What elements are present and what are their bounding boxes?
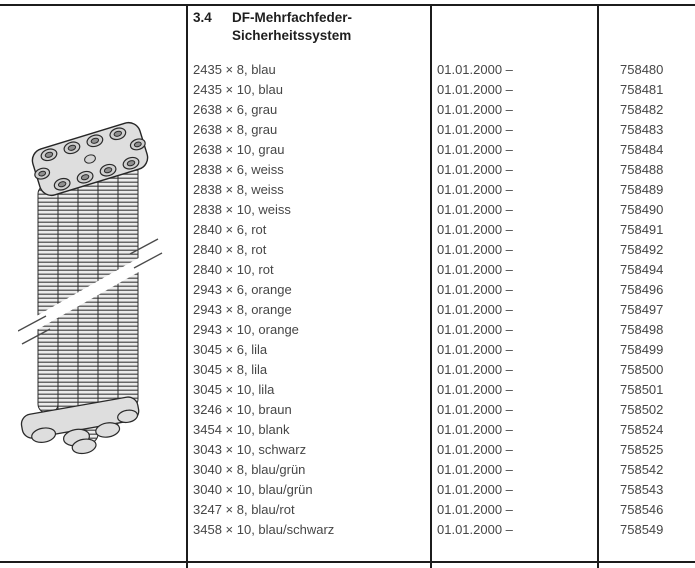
table-row [186, 280, 695, 300]
table-row [186, 440, 695, 460]
table-row [186, 420, 695, 440]
table-row [186, 200, 695, 220]
part-article-number: 758542 [620, 462, 664, 477]
part-description: 2943 × 6, orange [193, 282, 292, 297]
part-description: 2838 × 8, weiss [193, 182, 284, 197]
part-valid-from: 01.01.2000 – [437, 142, 513, 157]
part-valid-from: 01.01.2000 – [437, 82, 513, 97]
part-description: 2840 × 6, rot [193, 222, 267, 237]
section-title-line2: Sicherheitssystem [232, 28, 352, 43]
section-title [232, 9, 352, 45]
part-article-number: 758500 [620, 362, 664, 377]
part-description: 2943 × 8, orange [193, 302, 292, 317]
part-valid-from: 01.01.2000 – [437, 442, 513, 457]
part-valid-from: 01.01.2000 – [437, 242, 513, 257]
part-description: 2838 × 10, weiss [193, 202, 291, 217]
part-article-number: 758524 [620, 422, 664, 437]
table-row [186, 80, 695, 100]
part-description: 2638 × 8, grau [193, 122, 278, 137]
section-title-line1: DF-Mehrfachfeder- [232, 10, 353, 25]
table-row [186, 480, 695, 500]
part-valid-from: 01.01.2000 – [437, 382, 513, 397]
part-valid-from: 01.01.2000 – [437, 362, 513, 377]
table-row [186, 300, 695, 320]
part-article-number: 758549 [620, 522, 664, 537]
table-row [186, 500, 695, 520]
part-valid-from: 01.01.2000 – [437, 202, 513, 217]
table-row [186, 340, 695, 360]
part-valid-from: 01.01.2000 – [437, 122, 513, 137]
part-description: 3045 × 6, lila [193, 342, 268, 357]
table-row [186, 100, 695, 120]
part-article-number: 758483 [620, 122, 664, 137]
table-row [186, 460, 695, 480]
part-valid-from: 01.01.2000 – [437, 282, 513, 297]
parts-table [186, 60, 695, 540]
part-article-number: 758499 [620, 342, 664, 357]
part-valid-from: 01.01.2000 – [437, 222, 513, 237]
part-valid-from: 01.01.2000 – [437, 302, 513, 317]
part-valid-from: 01.01.2000 – [437, 322, 513, 337]
part-article-number: 758492 [620, 242, 664, 257]
part-valid-from: 01.01.2000 – [437, 262, 513, 277]
part-article-number: 758496 [620, 282, 664, 297]
table-row [186, 120, 695, 140]
part-description: 2840 × 10, rot [193, 262, 274, 277]
section-heading [193, 9, 352, 45]
table-top-border [0, 4, 695, 6]
table-row [186, 520, 695, 540]
section-number: 3.4 [193, 10, 212, 25]
part-article-number: 758490 [620, 202, 664, 217]
part-article-number: 758546 [620, 502, 664, 517]
part-article-number: 758482 [620, 102, 664, 117]
part-description: 3454 × 10, blank [193, 422, 290, 437]
table-row [186, 220, 695, 240]
part-description: 3045 × 8, lila [193, 362, 268, 377]
part-valid-from: 01.01.2000 – [437, 502, 513, 517]
part-valid-from: 01.01.2000 – [437, 402, 513, 417]
part-description: 2435 × 10, blau [193, 82, 283, 97]
part-valid-from: 01.01.2000 – [437, 522, 513, 537]
part-article-number: 758502 [620, 402, 664, 417]
part-valid-from: 01.01.2000 – [437, 342, 513, 357]
part-description: 2840 × 8, rot [193, 242, 267, 257]
part-article-number: 758488 [620, 162, 664, 177]
part-article-number: 758525 [620, 442, 664, 457]
part-description: 2838 × 6, weiss [193, 162, 284, 177]
part-valid-from: 01.01.2000 – [437, 62, 513, 77]
part-description: 2435 × 8, blau [193, 62, 276, 77]
part-article-number: 758494 [620, 262, 664, 277]
table-row [186, 240, 695, 260]
table-row [186, 320, 695, 340]
part-valid-from: 01.01.2000 – [437, 462, 513, 477]
part-valid-from: 01.01.2000 – [437, 182, 513, 197]
part-valid-from: 01.01.2000 – [437, 422, 513, 437]
table-row [186, 360, 695, 380]
part-article-number: 758498 [620, 322, 664, 337]
part-description: 2638 × 10, grau [193, 142, 285, 157]
table-row [186, 400, 695, 420]
part-description: 3045 × 10, lila [193, 382, 275, 397]
part-valid-from: 01.01.2000 – [437, 162, 513, 177]
part-article-number: 758543 [620, 482, 664, 497]
spring-pack-illustration [18, 113, 178, 463]
part-article-number: 758481 [620, 82, 664, 97]
part-description: 3040 × 10, blau/grün [193, 482, 313, 497]
part-article-number: 758489 [620, 182, 664, 197]
part-description: 2943 × 10, orange [193, 322, 299, 337]
table-row [186, 380, 695, 400]
part-description: 3043 × 10, schwarz [193, 442, 307, 457]
table-row [186, 60, 695, 80]
table-row [186, 180, 695, 200]
part-valid-from: 01.01.2000 – [437, 482, 513, 497]
table-row [186, 140, 695, 160]
part-article-number: 758501 [620, 382, 664, 397]
part-description: 3247 × 8, blau/rot [193, 502, 295, 517]
part-article-number: 758491 [620, 222, 664, 237]
part-description: 3458 × 10, blau/schwarz [193, 522, 335, 537]
part-article-number: 758497 [620, 302, 664, 317]
part-description: 3246 × 10, braun [193, 402, 292, 417]
part-article-number: 758484 [620, 142, 664, 157]
part-valid-from: 01.01.2000 – [437, 102, 513, 117]
table-row [186, 160, 695, 180]
part-description: 3040 × 8, blau/grün [193, 462, 306, 477]
table-row [186, 260, 695, 280]
part-article-number: 758480 [620, 62, 664, 77]
table-bottom-border [0, 561, 695, 563]
part-description: 2638 × 6, grau [193, 102, 278, 117]
